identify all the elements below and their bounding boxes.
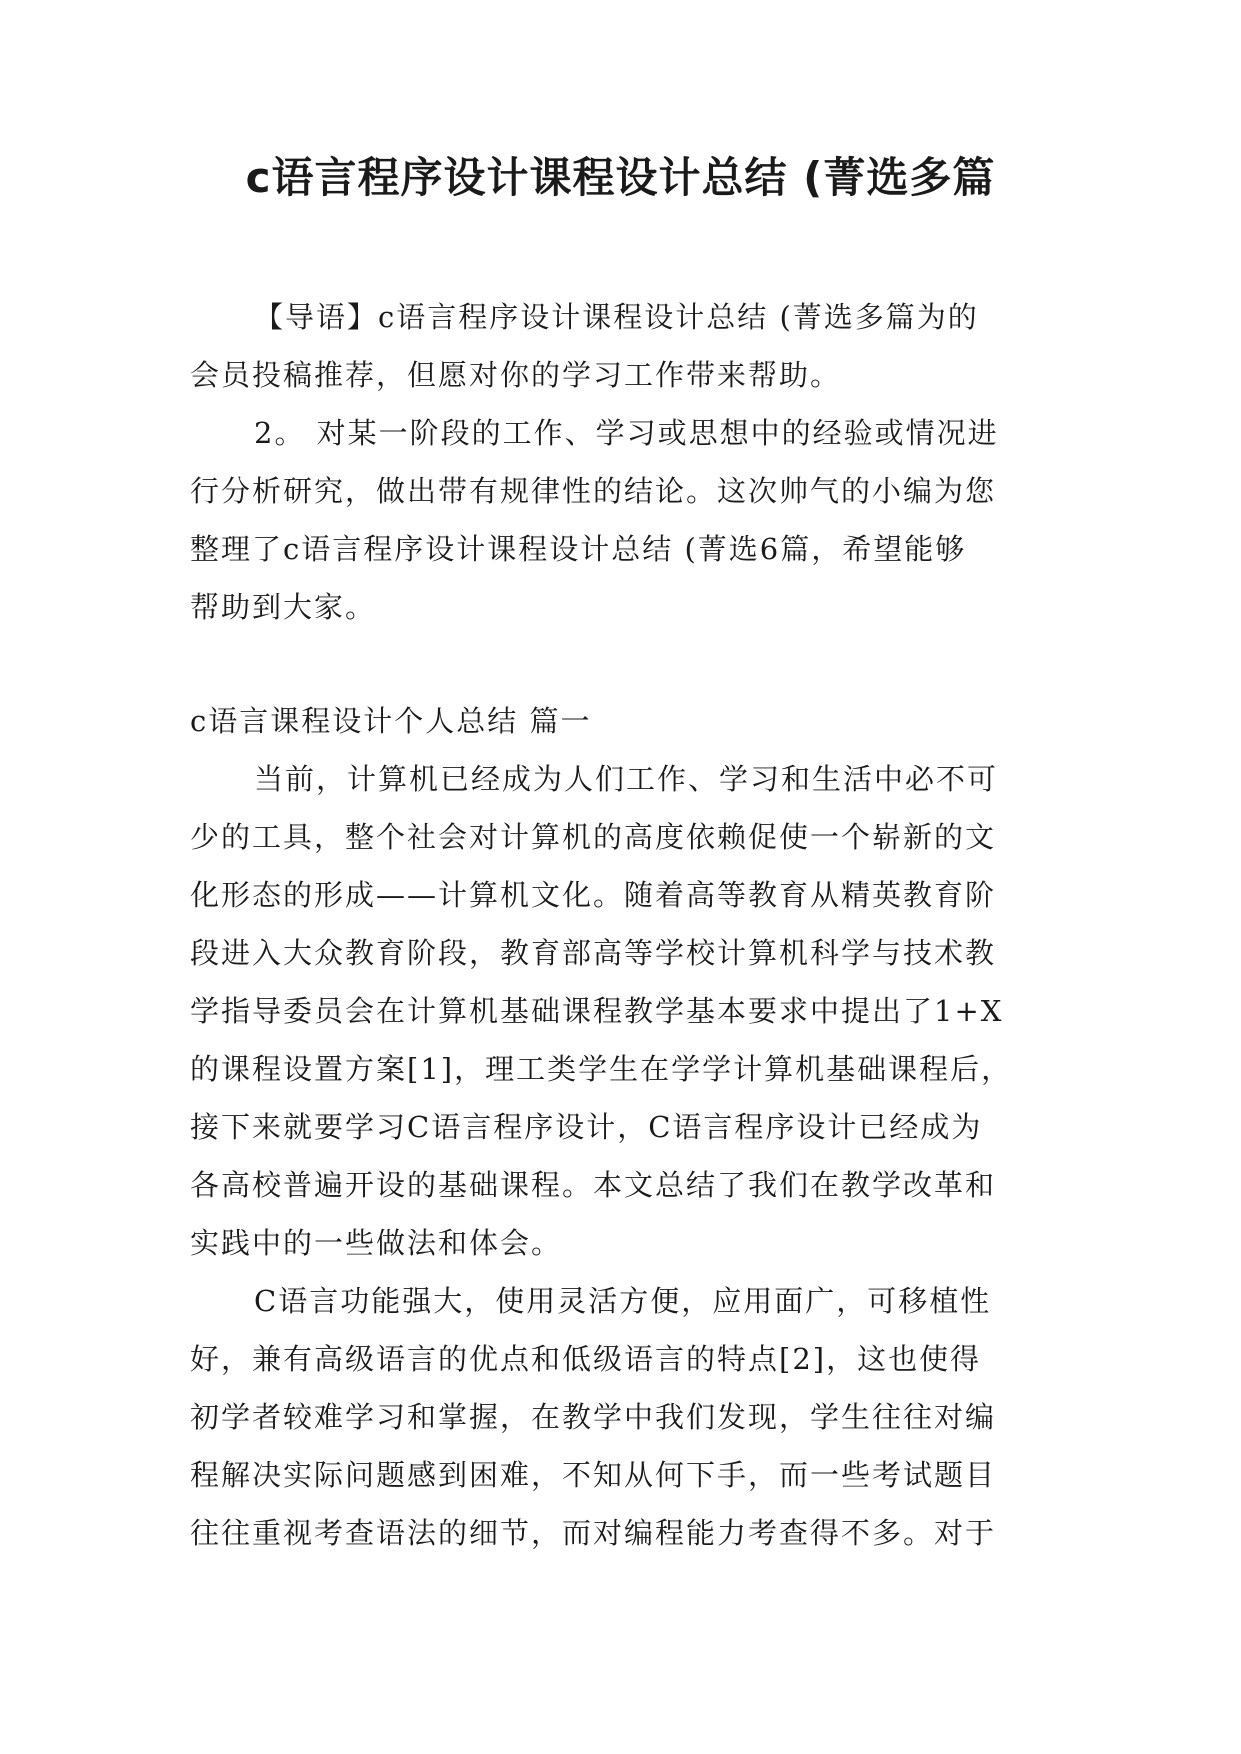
section-paragraph	[190, 750, 1050, 1272]
paragraph-line: C语言功能强大，使用灵活方便，应用面广，可移植性	[254, 1284, 992, 1318]
intro-paragraph	[190, 288, 1050, 404]
document-title: c语言程序设计课程设计总结 (菁选多篇	[245, 153, 996, 202]
paragraph-line: 往往重视考查语法的细节，而对编程能力考查得不多。对于	[190, 1516, 997, 1550]
paragraph-line: 2。 对某一阶段的工作、学习或思想中的经验或情况进	[254, 416, 999, 450]
section-heading: c语言课程设计个人总结 篇一	[190, 704, 592, 738]
document-body	[190, 288, 1050, 1562]
section-spacer	[190, 636, 1050, 692]
intro-line: 【导语】c语言程序设计课程设计总结 (菁选多篇为的	[254, 300, 979, 334]
paragraph-line: 的课程设置方案[1]，理工类学生在学学计算机基础课程后，	[190, 1052, 1013, 1086]
paragraph-line: 好，兼有高级语言的优点和低级语言的特点[2]，这也使得	[190, 1342, 982, 1376]
paragraph-line: 接下来就要学习C语言程序设计，C语言程序设计已经成为	[190, 1110, 983, 1144]
paragraph-line: 实践中的一些做法和体会。	[190, 1226, 563, 1260]
paragraph-line: 帮助到大家。	[190, 590, 377, 624]
paragraph-line: 当前，计算机已经成为人们工作、学习和生活中必不可	[254, 762, 999, 796]
paragraph-line: 学指导委员会在计算机基础课程教学基本要求中提出了1+X	[190, 994, 1004, 1028]
intro-line: 会员投稿推荐，但愿对你的学习工作带来帮助。	[190, 358, 842, 392]
section-paragraph	[190, 1272, 1050, 1562]
paragraph-line: 初学者较难学习和掌握，在教学中我们发现，学生往往对编	[190, 1400, 997, 1434]
paragraph-line: 整理了c语言程序设计课程设计总结 (菁选6篇，希望能够	[190, 532, 967, 566]
paragraph-line: 化形态的形成——计算机文化。随着高等教育从精英教育阶	[190, 878, 997, 912]
numbered-paragraph	[190, 404, 1050, 636]
paragraph-line: 行分析研究，做出带有规律性的结论。这次帅气的小编为您	[190, 474, 997, 508]
paragraph-line: 少的工具，整个社会对计算机的高度依赖促使一个崭新的文	[190, 820, 997, 854]
paragraph-line: 各高校普遍开设的基础课程。本文总结了我们在教学改革和	[190, 1168, 997, 1202]
paragraph-line: 程解决实际问题感到困难，不知从何下手，而一些考试题目	[190, 1458, 997, 1492]
paragraph-line: 段进入大众教育阶段，教育部高等学校计算机科学与技术教	[190, 936, 997, 970]
